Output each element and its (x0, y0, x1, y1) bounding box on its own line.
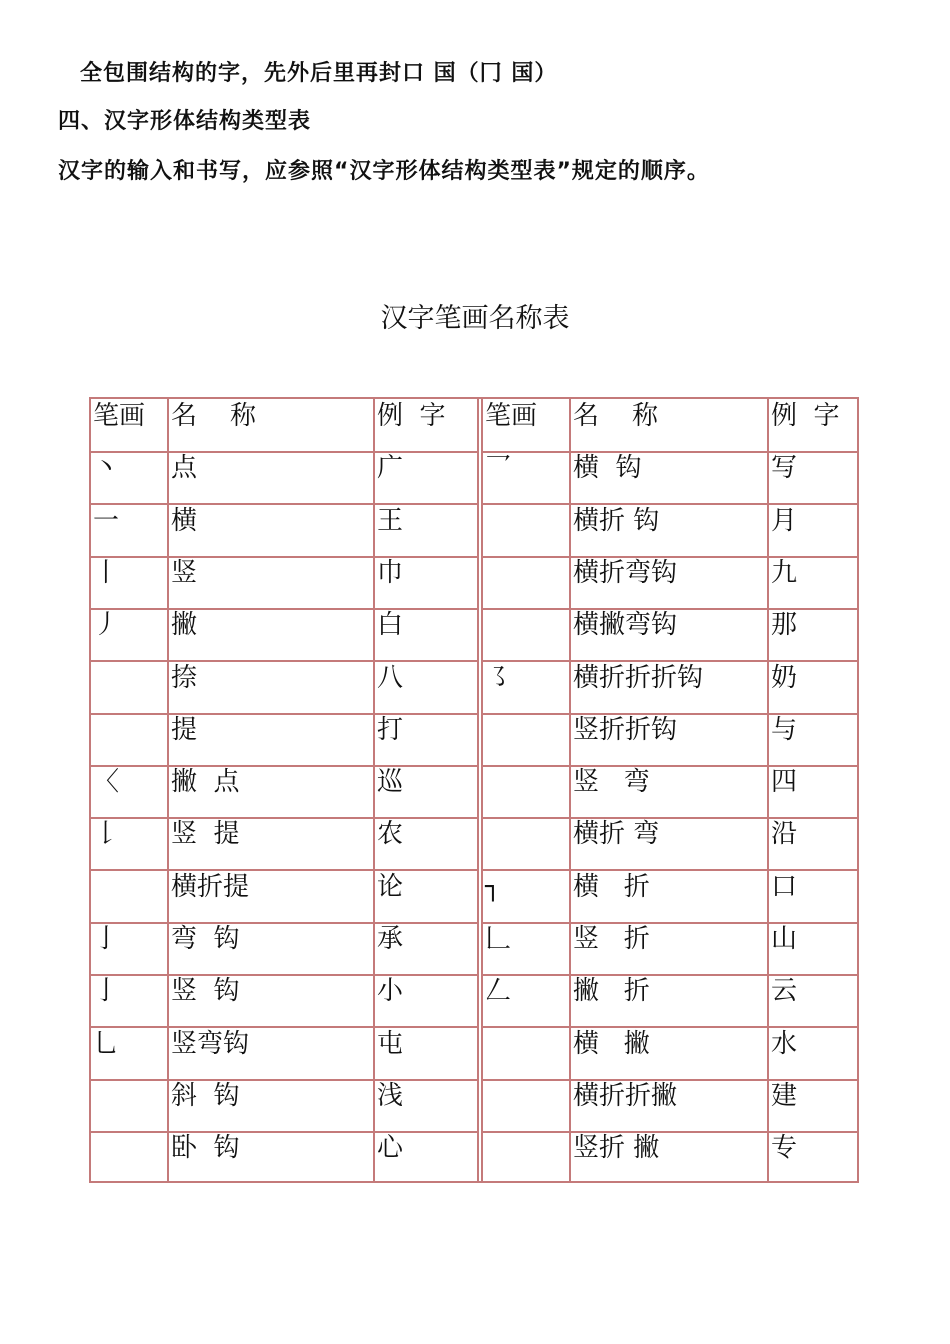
cell-stroke: 亅 (93, 976, 120, 1007)
cell-name: 横 (167, 504, 373, 556)
table-row (483, 870, 857, 924)
header-stroke: 笔画 (485, 401, 538, 431)
cell-name: 竖 弯 (569, 765, 767, 817)
cell-name: 竖折 撇 (569, 1131, 767, 1183)
table-title: 汉字笔画名称表 (380, 303, 570, 334)
header-name: 名 称 (569, 399, 767, 451)
table-row (91, 451, 479, 505)
cell-example: 云 (767, 974, 857, 1026)
table-header-row (483, 399, 857, 453)
cell-name: 竖弯钩 (167, 1027, 373, 1079)
table-row (483, 817, 857, 871)
cell-example: 水 (767, 1027, 857, 1079)
cell-stroke (483, 1079, 569, 1131)
paragraph-input-order: 汉字的输入和书写，应参照“汉字形体结构类型表”规定的顺序。 (58, 159, 710, 184)
cell-name: 横撇弯钩 (569, 608, 767, 660)
cell-stroke: 乛 (485, 453, 512, 484)
table-row (91, 817, 479, 871)
table-row (483, 765, 857, 819)
cell-name: 横 折 (569, 870, 767, 922)
cell-stroke: 一 (93, 505, 120, 536)
cell-stroke: 𠃋 (485, 976, 512, 1007)
table-row (483, 608, 857, 662)
cell-example: 建 (767, 1079, 857, 1131)
table-row (91, 504, 479, 558)
table-row (91, 1131, 479, 1183)
cell-stroke: 丨 (93, 557, 120, 588)
cell-stroke (483, 556, 569, 608)
section-heading: 四、汉字形体结构类型表 (58, 109, 312, 134)
cell-example: 屯 (373, 1027, 479, 1079)
cell-stroke (483, 504, 569, 556)
cell-stroke (91, 870, 167, 922)
cell-name: 撇 折 (569, 974, 767, 1026)
table-row (483, 504, 857, 558)
cell-stroke: 丿 (93, 610, 120, 641)
cell-name: 提 (167, 713, 373, 765)
cell-stroke (483, 1131, 569, 1183)
table-row (483, 556, 857, 610)
cell-example: 巾 (373, 556, 479, 608)
header-name: 名 称 (167, 399, 373, 451)
table-row (91, 1079, 479, 1133)
cell-stroke: 𠃊 (485, 924, 512, 954)
cell-example: 口 (767, 870, 857, 922)
table-row (483, 922, 857, 976)
cell-stroke (91, 1131, 167, 1183)
header-example: 例 字 (373, 399, 479, 451)
cell-example: 论 (373, 870, 479, 922)
cell-stroke: ┐ (485, 871, 501, 902)
table-header-row (91, 399, 479, 453)
cell-stroke (483, 1027, 569, 1079)
cell-stroke: ㇌ (485, 662, 512, 693)
cell-name: 横折提 (167, 870, 373, 922)
table-row (91, 922, 479, 976)
cell-example: 专 (767, 1131, 857, 1183)
cell-example: 王 (373, 504, 479, 556)
cell-example: 巡 (373, 765, 479, 817)
cell-stroke (483, 713, 569, 765)
cell-name: 横折折折钩 (569, 661, 767, 713)
table-row (483, 451, 857, 505)
cell-name: 横 撇 (569, 1027, 767, 1079)
table-row (483, 1027, 857, 1081)
cell-name: 竖 折 (569, 922, 767, 974)
cell-name: 撇 (167, 608, 373, 660)
table-row (483, 1131, 857, 1183)
cell-name: 撇 点 (167, 765, 373, 817)
table-row (91, 661, 479, 715)
cell-stroke: 丶 (93, 453, 120, 484)
cell-example: 月 (767, 504, 857, 556)
table-row (91, 1027, 479, 1081)
cell-name: 竖 钩 (167, 974, 373, 1026)
cell-name: 捺 (167, 661, 373, 713)
cell-name: 弯 钩 (167, 922, 373, 974)
cell-example: 四 (767, 765, 857, 817)
cell-stroke (91, 1079, 167, 1131)
table-row (91, 870, 479, 924)
cell-example: 写 (767, 451, 857, 503)
stroke-table-right-half (483, 399, 857, 1181)
cell-example: 奶 (767, 661, 857, 713)
table-row (91, 713, 479, 767)
header-stroke: 笔画 (93, 401, 146, 431)
cell-stroke (91, 661, 167, 713)
paragraph-enclosure-rule: 全包围结构的字，先外后里再封口 国（冂 国） (80, 61, 558, 86)
cell-name: 横折 弯 (569, 817, 767, 869)
cell-example: 九 (767, 556, 857, 608)
cell-stroke (483, 817, 569, 869)
cell-name: 竖折折钩 (569, 713, 767, 765)
cell-stroke: 乚 (93, 1028, 120, 1059)
table-row (483, 974, 857, 1028)
stroke-name-table (89, 397, 859, 1183)
cell-example: 八 (373, 661, 479, 713)
cell-example: 沿 (767, 817, 857, 869)
cell-example: 白 (373, 608, 479, 660)
table-row (91, 765, 479, 819)
cell-stroke: 〈 (93, 767, 120, 798)
cell-example: 浅 (373, 1079, 479, 1131)
cell-example: 心 (373, 1131, 479, 1183)
cell-example: 广 (373, 451, 479, 503)
cell-stroke (483, 765, 569, 817)
cell-example: 小 (373, 974, 479, 1026)
cell-name: 卧 钩 (167, 1131, 373, 1183)
header-example: 例 字 (767, 399, 857, 451)
table-row (483, 661, 857, 715)
cell-stroke (91, 713, 167, 765)
table-row (483, 1079, 857, 1133)
table-row (91, 556, 479, 610)
cell-example: 山 (767, 922, 857, 974)
cell-name: 斜 钩 (167, 1079, 373, 1131)
stroke-table-left-half (91, 399, 479, 1181)
cell-name: 竖 (167, 556, 373, 608)
table-row (483, 713, 857, 767)
cell-name: 竖 提 (167, 817, 373, 869)
cell-name: 点 (167, 451, 373, 503)
cell-stroke: 亅 (93, 924, 120, 954)
cell-stroke: 𠄌 (93, 819, 120, 850)
cell-example: 打 (373, 713, 479, 765)
cell-example: 承 (373, 922, 479, 974)
cell-name: 横折 钩 (569, 504, 767, 556)
cell-example: 那 (767, 608, 857, 660)
cell-example: 农 (373, 817, 479, 869)
cell-stroke (483, 608, 569, 660)
cell-example: 与 (767, 713, 857, 765)
cell-name: 横折弯钩 (569, 556, 767, 608)
table-row (91, 608, 479, 662)
cell-name: 横折折撇 (569, 1079, 767, 1131)
table-row (91, 974, 479, 1028)
cell-name: 横 钩 (569, 451, 767, 503)
